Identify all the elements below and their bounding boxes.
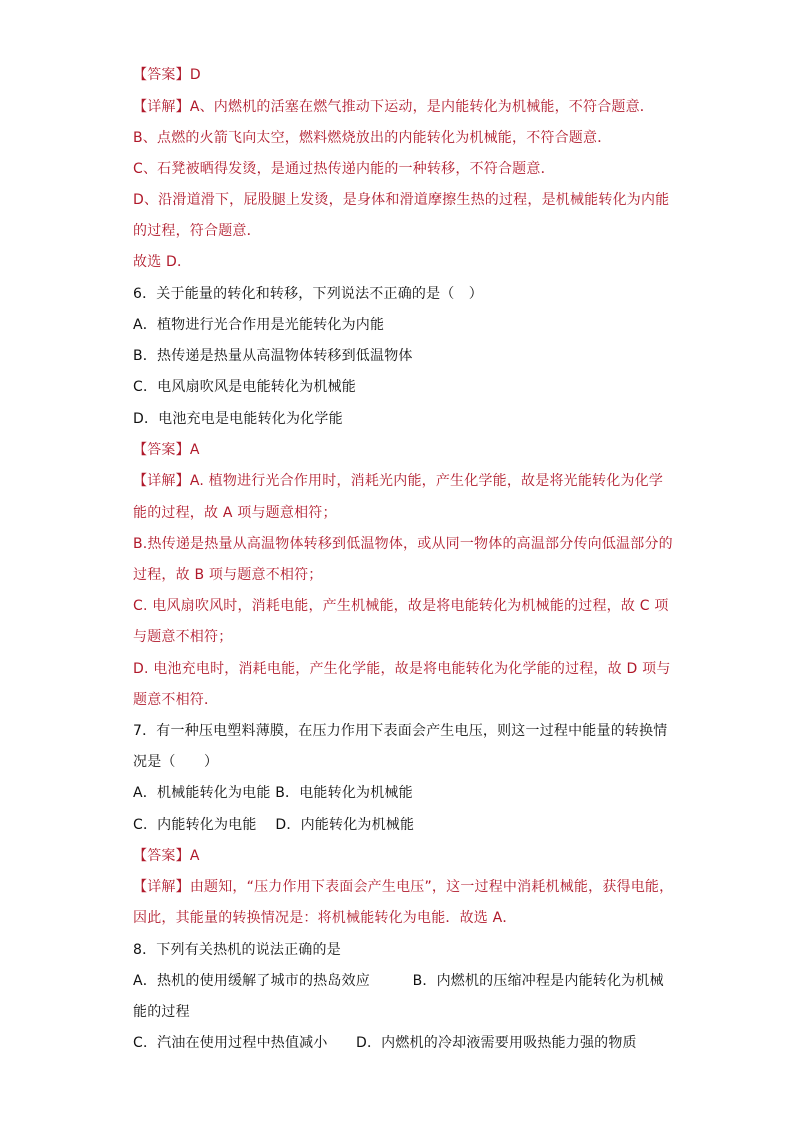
- answer-tag: 【答案】: [133, 442, 190, 458]
- explanation-line: 能的过程，故 A 项与题意相符；: [133, 505, 337, 521]
- explanation-line: 的过程，符合题意．: [133, 223, 261, 239]
- explanation-text: A. 植物进行光合作用时，消耗光内能，产生化学能，故是将光能转化为化学: [189, 473, 664, 489]
- explanation-line: 过程，故 B 项与题意不相符；: [133, 567, 323, 583]
- option-line: A．热机的使用缓解了城市的热岛效应 B．内燃机的压缩冲程是内能转化为机械: [133, 973, 664, 989]
- explanation-line: D. 电池充电时，消耗电能，产生化学能，故是将电能转化为化学能的过程，故 D 项与: [133, 661, 671, 677]
- question-stem: 况是（ ）: [133, 754, 219, 770]
- explanation-line: B.热传递是热量从高温物体转移到低温物体，或从同一物体的高温部分传向低温部分的: [133, 536, 673, 552]
- explanation-text: 由题知，“压力作用下表面会产生电压”，这一过程中消耗机械能，获得电能，: [189, 879, 674, 895]
- answer-line: [133, 65, 201, 85]
- explanation-line: 题意不相符．: [133, 692, 219, 708]
- option-line: D．电池充电是电能转化为化学能: [133, 411, 343, 427]
- option-line: A．植物进行光合作用是光能转化为内能: [133, 317, 385, 333]
- option-line: B．热传递是热量从高温物体转移到低温物体: [133, 348, 413, 364]
- option-line: C．汽油在使用过程中热值减小 D．内燃机的冷却液需要用吸热能力强的物质: [133, 1035, 637, 1051]
- answer-value: D: [189, 67, 201, 83]
- explanation-line: 因此，其能量的转换情况是：将机械能转化为电能．故选 A．: [133, 910, 517, 926]
- question-stem: 6．关于能量的转化和转移，下列说法不正确的是（ ）: [133, 286, 483, 302]
- explanation-line: B、点燃的火箭飞向太空，燃料燃烧放出的内能转化为机械能，不符合题意．: [133, 130, 612, 146]
- explanation-tag: 【详解】: [133, 879, 190, 895]
- explanation-text: A、内燃机的活塞在燃气推动下运动，是内能转化为机械能，不符合题意．: [189, 99, 654, 115]
- explanation-line: D、沿滑道滑下，屁股腿上发烫，是身体和滑道摩擦生热的过程，是机械能转化为内能: [133, 192, 670, 208]
- explanation-tag: 【详解】: [133, 99, 190, 115]
- answer-line: [133, 846, 200, 866]
- question-stem: 8．下列有关热机的说法正确的是: [133, 942, 341, 958]
- explanation-line: 与题意不相符；: [133, 629, 233, 645]
- option-line: C．电风扇吹风是电能转化为机械能: [133, 379, 356, 395]
- explanation-line: [133, 877, 673, 897]
- answer-value: A: [189, 848, 200, 864]
- option-line: C．内能转化为电能 D．内能转化为机械能: [133, 817, 415, 833]
- explanation-line: C. 电风扇吹风时，消耗电能，产生机械能，故是将电能转化为机械能的过程，故 C 项: [133, 598, 669, 614]
- option-line: 能的过程: [133, 1004, 190, 1020]
- explanation-line: [133, 471, 663, 491]
- question-stem: 7．有一种压电塑料薄膜，在压力作用下表面会产生电压，则这一过程中能量的转换情: [133, 723, 668, 739]
- answer-value: A: [189, 442, 200, 458]
- answer-tag: 【答案】: [133, 67, 190, 83]
- answer-tag: 【答案】: [133, 848, 190, 864]
- explanation-line: 故选 D．: [133, 254, 192, 270]
- explanation-line: [133, 97, 654, 117]
- explanation-line: C、石凳被晒得发烫，是通过热传递内能的一种转移，不符合题意．: [133, 161, 555, 177]
- explanation-tag: 【详解】: [133, 473, 190, 489]
- answer-line: [133, 440, 200, 460]
- option-line: A．机械能转化为电能 B．电能转化为机械能: [133, 785, 413, 801]
